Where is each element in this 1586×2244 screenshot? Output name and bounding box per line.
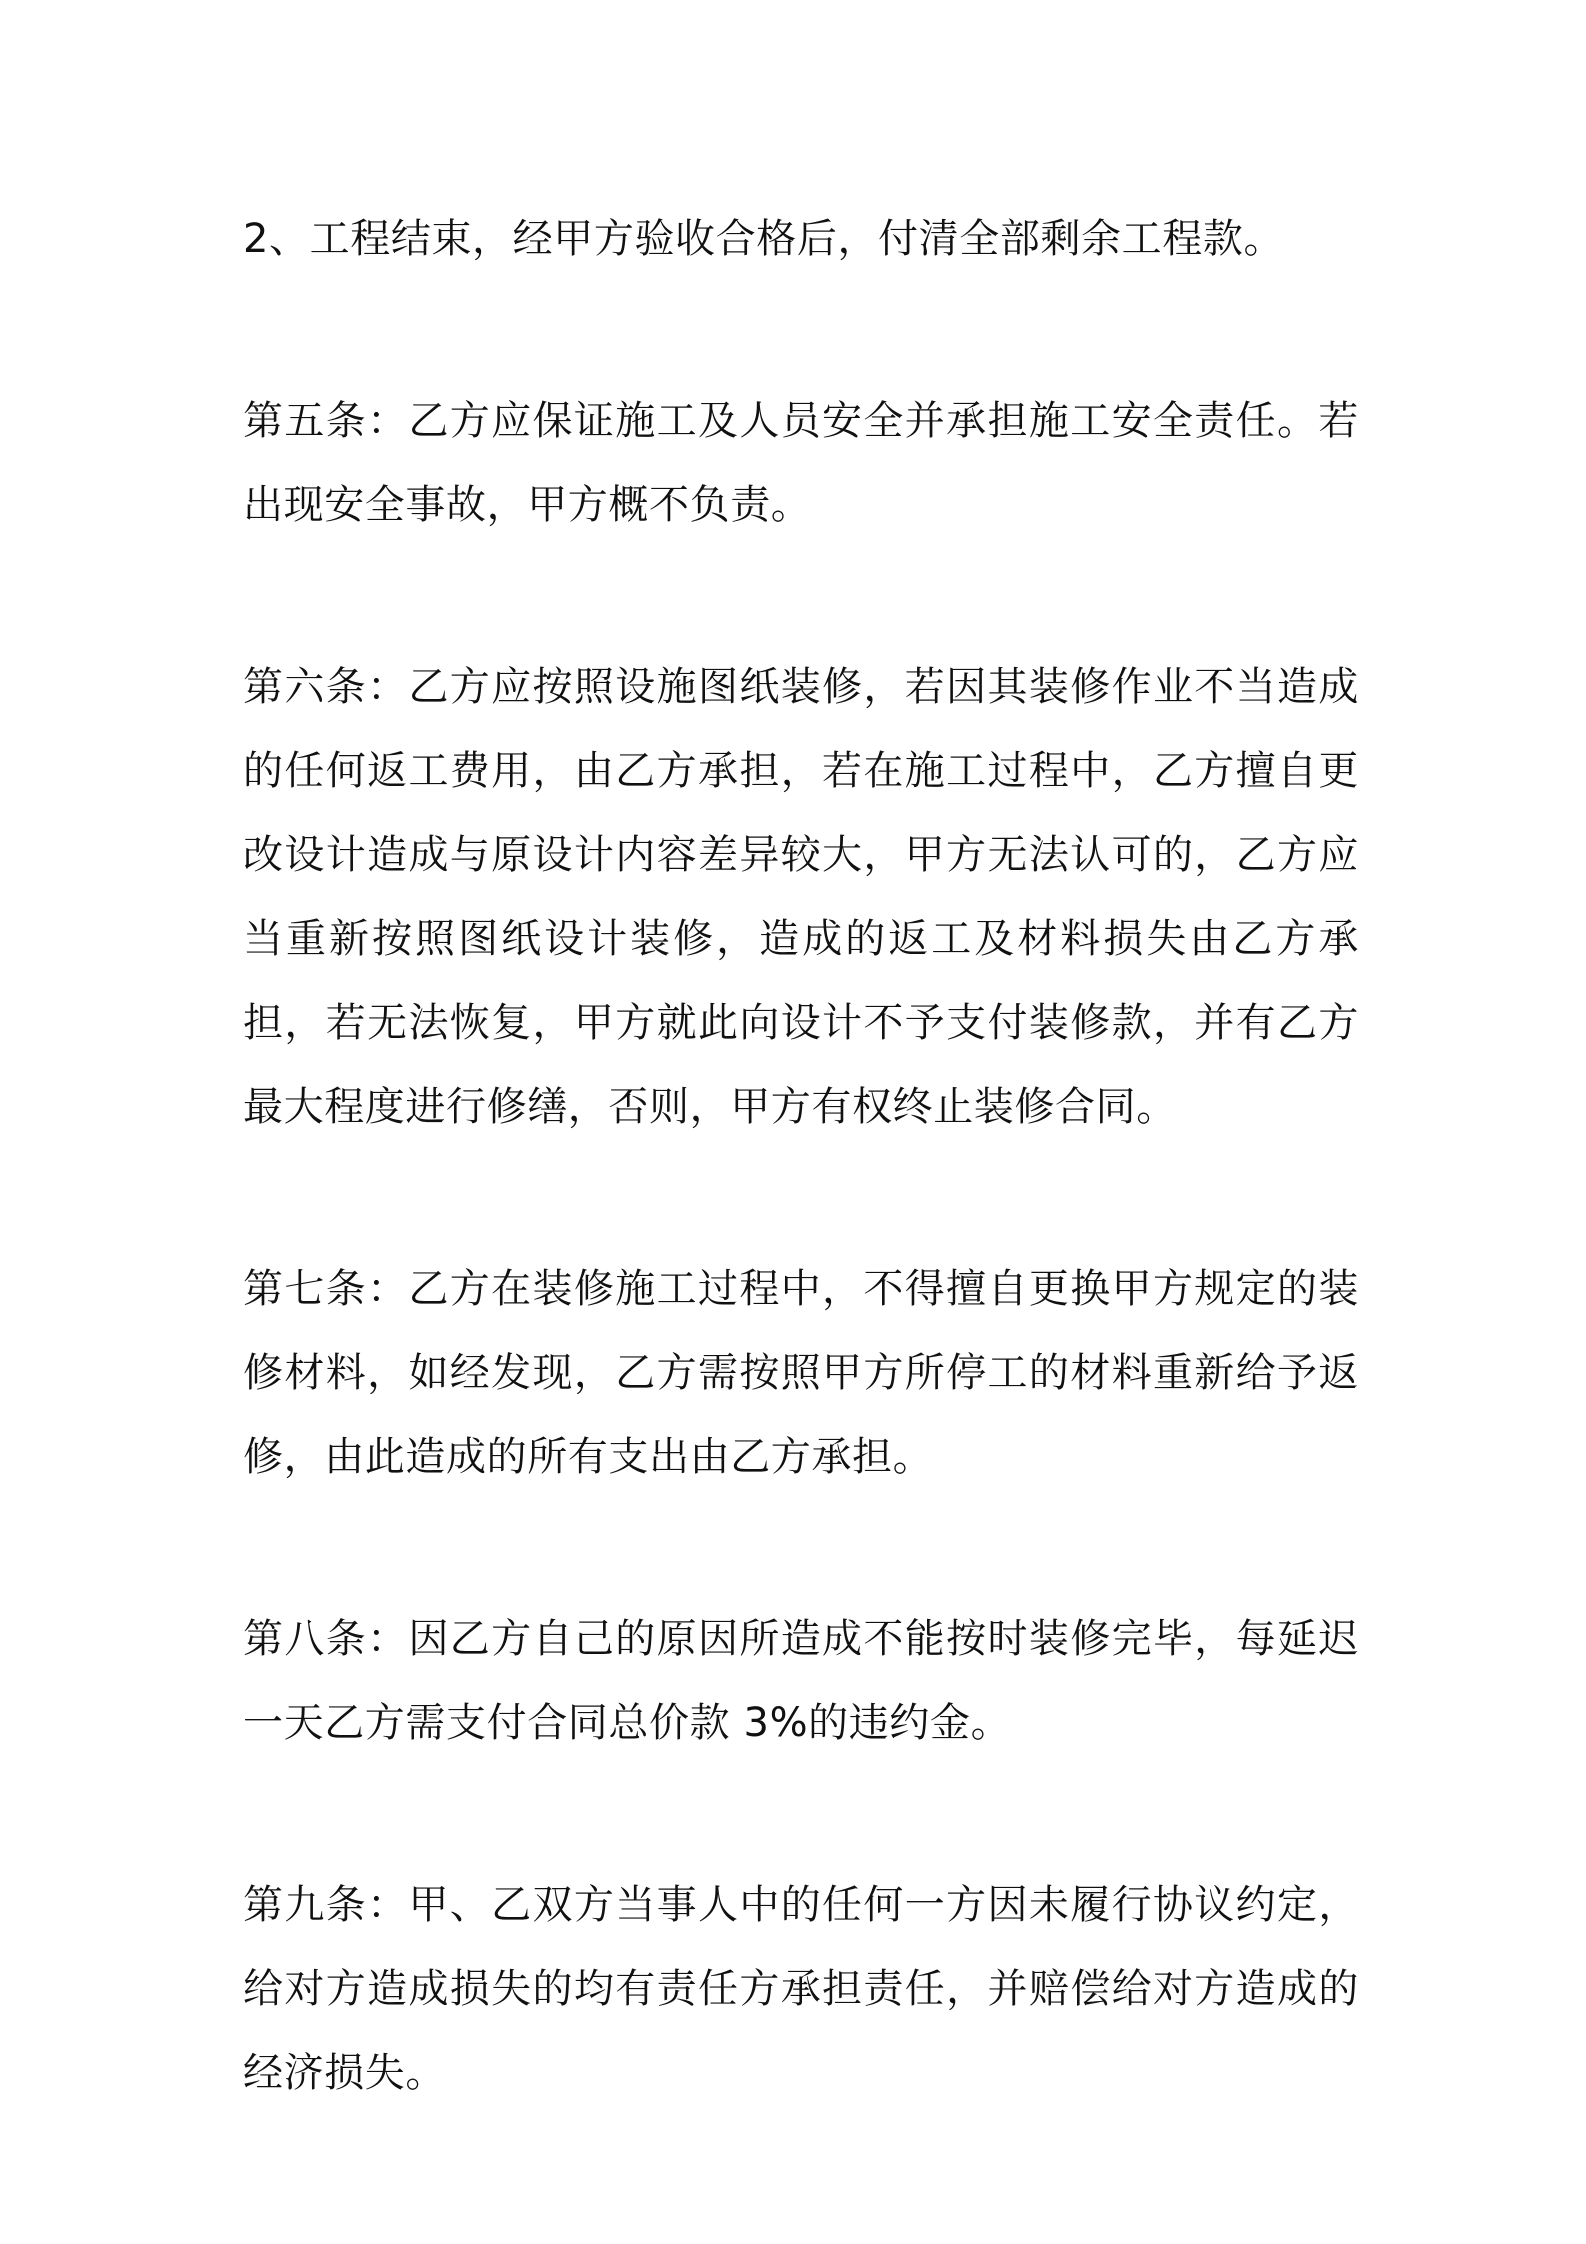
paragraph-spacer: [243, 281, 1359, 379]
paragraph-spacer: [243, 547, 1359, 645]
paragraph-payment-clause-2: 2、工程结束，经甲方验收合格后，付清全部剩余工程款。: [243, 216, 1285, 262]
document-body: [243, 197, 1359, 2115]
paragraph-article-9: 第九条：甲、乙双方当事人中的任何一方因未履行协议约定，给对方造成损失的均有责任方承担责任，并赔偿给对方造成的经济损失。: [243, 1882, 1359, 2096]
paragraph-spacer: [243, 1765, 1359, 1863]
paragraph-spacer: [243, 1149, 1359, 1247]
paragraph-article-8: 第八条：因乙方自己的原因所造成不能按时装修完毕，每延迟一天乙方需支付合同总价款 3%的违约金。: [243, 1616, 1359, 1746]
paragraph-article-7: 第七条：乙方在装修施工过程中，不得擅自更换甲方规定的装修材料，如经发现，乙方需按照甲方所停工的材料重新给予返修，由此造成的所有支出由乙方承担。: [243, 1266, 1359, 1480]
paragraph-article-5: 第五条：乙方应保证施工及人员安全并承担施工安全责任。若出现安全事故，甲方概不负责。: [243, 398, 1359, 528]
paragraph-article-6: 第六条：乙方应按照设施图纸装修，若因其装修作业不当造成的任何返工费用，由乙方承担，若在施工过程中，乙方擅自更改设计造成与原设计内容差异较大，甲方无法认可的，乙方应当重新按照图纸设计装修，造成的返工及材料损失由乙方承担，若无法恢复，甲方就此向设计不予支付装修款，并有乙方最大程度进行修缮，否则，甲方有权终止装修合同。: [243, 664, 1359, 1130]
paragraph-spacer: [243, 1499, 1359, 1597]
